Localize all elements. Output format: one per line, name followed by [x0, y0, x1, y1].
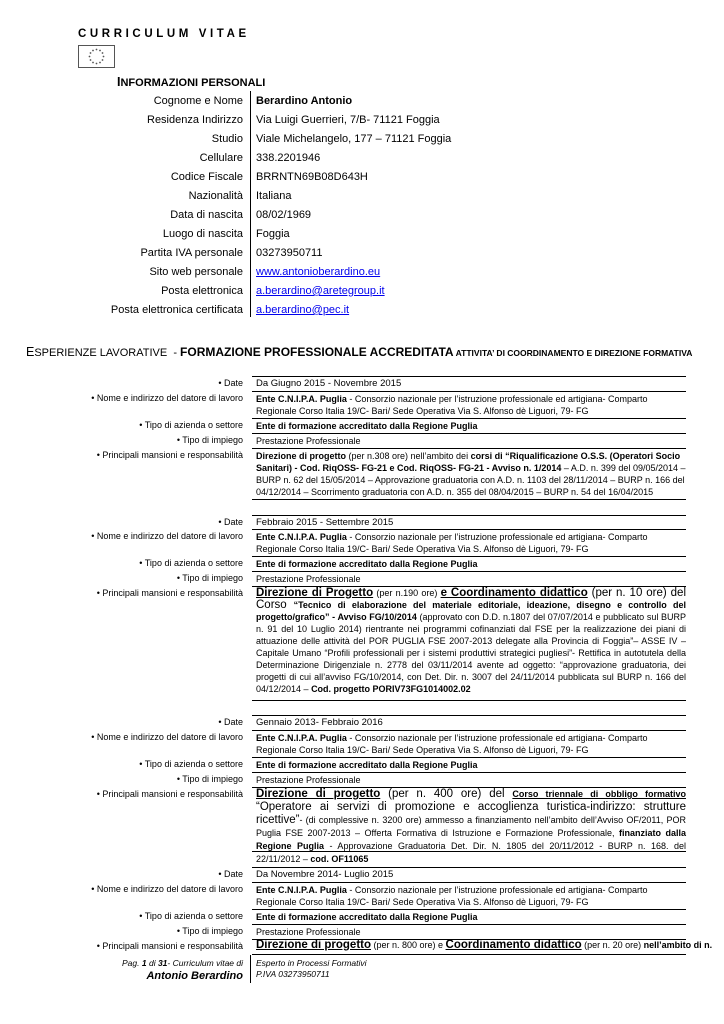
exp1-date: Da Giugno 2015 - Novembre 2015 — [256, 378, 402, 389]
info-row: Sito web personale www.antonioberardino.eu — [149, 266, 381, 278]
exp1-sector: Ente di formazione accreditato dalla Regione Puglia — [256, 421, 478, 431]
info-row: Nazionalità Italiana — [188, 190, 292, 202]
exp1-job-type: Prestazione Professionale — [256, 436, 361, 446]
label-sector: • Tipo di azienda o settore — [139, 911, 243, 921]
footer-role: Esperto in Processi Formativi — [256, 958, 367, 968]
divider — [252, 715, 686, 716]
label-job-type: • Tipo di impiego — [176, 774, 243, 784]
divider — [252, 924, 686, 925]
info-row: Luogo di nascita Foggia — [162, 228, 290, 240]
label-duties: • Principali mansioni e responsabilità — [96, 789, 243, 799]
label-date: • Date — [218, 378, 243, 388]
info-row: Residenza Indirizzo Via Luigi Guerrieri, 7/B- 71121 Foggia — [147, 114, 440, 126]
exp4-sector: Ente di formazione accreditato dalla Regione Puglia — [256, 912, 478, 922]
divider — [252, 867, 686, 868]
exp2-duties: Direzione di Progetto (per n.190 ore) e Coordinamento didattico (per n. 10 ore) del Corso “Tecnico di elaborazione del materiale editoriale, ideazione, disegno e controllo del progetto/grafico” - Avviso FG/10/2014 (approvato con D.D. n.1807 del 07/07/2014 e pubblicato sul BURP n. 91 del 10 Luglio 2014) rientrante nei programmi cofinanziati dal FSE per la realizzazione dei piani di attuazione delle attività del POR PUGLIA FSE 2007-2013 delegate alla Provincia di Foggia”– ASSE IV – Capitale Umano “Profili professionali per i sistemi produttivi strategici pugliesi”- Rettifica in autotutela della Determinazione Dirigenziale n. 2778 del 03/11/2014 avente ad oggetto: “approvazione graduatoria, dei progetti di cui all’avviso FG/10/2014, con Det. Dir. n. 3007 del 24/11/2014 pubblicata sul BURP n. 166 del 04/12/2014 – Cod. progetto PORIV73FG1014002.02 — [256, 587, 687, 694]
experience-heading: ESPERIENZE LAVORATIVE - FORMAZIONE PROFESSIONALE ACCREDITATA ATTIVITA’ DI COORDINAMENTO E DIREZIONE FORMATIVA — [26, 345, 693, 359]
label-employer: • Nome e indirizzo del datore di lavoro — [91, 531, 243, 541]
label-job-type: • Tipo di impiego — [176, 573, 243, 583]
label-employer: • Nome e indirizzo del datore di lavoro — [91, 732, 243, 742]
label-sector: • Tipo di azienda o settore — [139, 420, 243, 430]
exp4-job-type: Prestazione Professionale — [256, 927, 361, 937]
info-row: Cognome e Nome Berardino Antonio — [153, 95, 353, 107]
exp3-sector: Ente di formazione accreditato dalla Regione Puglia — [256, 760, 478, 770]
label-duties: • Principali mansioni e responsabilità — [96, 450, 243, 460]
divider — [252, 433, 686, 434]
info-row: Cellulare 338.2201946 — [199, 152, 321, 164]
divider — [252, 851, 686, 852]
exp4-employer: Ente C.N.I.P.A. Puglia - Consorzio nazionale per l’istruzione professionale ed artigiana- Comparto Regionale Corso Italia 19/C- Bari/ Sede Operativa Via S. Alfonso dè Liguori, 79- FG — [256, 885, 648, 907]
label-date: • Date — [218, 717, 243, 727]
info-row: Posta elettronica a.berardino@aretegroup.it — [161, 285, 385, 297]
exp3-job-type: Prestazione Professionale — [256, 775, 361, 785]
label-sector: • Tipo di azienda o settore — [139, 759, 243, 769]
divider — [252, 515, 686, 516]
exp2-employer: Ente C.N.I.P.A. Puglia - Consorzio nazionale per l’istruzione professionale ed artigiana- Comparto Regionale Corso Italia 19/C- Bari/ Sede Operativa Via S. Alfonso dè Liguori, 79- FG — [256, 532, 648, 554]
divider — [252, 391, 686, 392]
info-row: Studio Viale Michelangelo, 177 – 71121 Foggia — [211, 133, 452, 145]
label-employer: • Nome e indirizzo del datore di lavoro — [91, 884, 243, 894]
footer-vat: P.IVA 03273950711 — [256, 969, 330, 979]
divider — [252, 376, 686, 377]
email-link[interactable]: a.berardino@aretegroup.it — [256, 285, 385, 297]
footer-page-info: Pag. 1 di 31- Curriculum vitae di — [122, 958, 243, 968]
exp2-date: Febbraio 2015 - Settembre 2015 — [256, 517, 394, 528]
info-row: Partita IVA personale 03273950711 — [140, 247, 323, 259]
divider — [252, 556, 686, 557]
exp2-job-type: Prestazione Professionale — [256, 574, 361, 584]
footer-name: Antonio Berardino — [146, 970, 243, 982]
exp3-employer: Ente C.N.I.P.A. Puglia - Consorzio nazionale per l’istruzione professionale ed artigiana- Comparto Regionale Corso Italia 19/C- Bari/ Sede Operativa Via S. Alfonso dè Liguori, 79- FG — [256, 733, 648, 755]
exp1-duties: Direzione di progetto (per n.308 ore) nell’ambito dei corsi di “Riqualificazione O.S.S. (Operatori Socio Sanitari) - Cod. RiqOSS- FG-21 e Cod. RiqOSS- FG-21 - Avviso n. 1/2014 – A.D. n. 399 del 09/05/2014 – BURP n. 62 del 15/05/2014 – Approvazione graduatoria con A.D. n. 1103 del 28/11/2014 – BURP n. 166 del 04/12/2014 – Scorrimento graduatoria con A.D. n. 355 del 08/04/2015 – BURP n. 54 del 16/04/2015 — [256, 451, 686, 497]
divider — [252, 909, 686, 910]
footer-divider — [250, 955, 251, 983]
eu-flag-icon — [78, 45, 115, 68]
label-job-type: • Tipo di impiego — [176, 435, 243, 445]
info-row: Posta elettronica certificata a.berardino@pec.it — [110, 304, 350, 316]
pec-email-link[interactable]: a.berardino@pec.it — [256, 304, 350, 316]
label-date: • Date — [218, 869, 243, 879]
divider — [252, 954, 686, 955]
divider — [252, 757, 686, 758]
exp2-sector: Ente di formazione accreditato dalla Regione Puglia — [256, 559, 478, 569]
label-duties: • Principali mansioni e responsabilità — [96, 588, 243, 598]
divider — [252, 882, 686, 883]
label-sector: • Tipo di azienda o settore — [139, 558, 243, 568]
info-row: Codice Fiscale BRRNTN69B08D643H — [170, 171, 368, 183]
exp3-duties: Direzione di progetto (per n. 400 ore) del Corso triennale di obbligo formativo “Operatore ai servizi di promozione e accoglienza turistica-indirizzo: strutture ricettive”- (di complessive n. 3200 ore) ammesso a finanziamento nell’ambito dell’Avviso OF/2011, POR Puglia FSE 2007-2013 – Offerta Formativa di Istruzione e Formazione Professionale, finanziato dalla Regione Puglia - Approvazione Graduatoria Det. Dir. N. 1805 del 20/11/2012 - BURP n. 168. del 22/11/2012 – cod. OF11065 — [256, 788, 686, 864]
label-job-type: • Tipo di impiego — [176, 926, 243, 936]
label-date: • Date — [218, 517, 243, 527]
cv-title: CURRICULUM VITAE — [78, 28, 250, 40]
divider — [252, 529, 686, 530]
divider — [252, 700, 686, 701]
divider — [252, 448, 686, 449]
divider — [252, 418, 686, 419]
label-duties: • Principali mansioni e responsabilità — [96, 941, 243, 951]
label-employer: • Nome e indirizzo del datore di lavoro — [91, 393, 243, 403]
exp1-employer: Ente C.N.I.P.A. Puglia - Consorzio nazionale per l’istruzione professionale ed artigiana- Comparto Regionale Corso Italia 19/C- Bari/ Sede Operativa Via S. Alfonso dè Liguori, 79- FG — [256, 394, 648, 416]
exp4-date: Da Novembre 2014- Luglio 2015 — [256, 869, 394, 880]
personal-info-heading: INFORMAZIONI PERSONALI — [117, 75, 266, 89]
info-row: Data di nascita 08/02/1969 — [170, 209, 312, 221]
exp4-duties: Direzione di progetto (per n. 800 ore) e Coordinamento didattico (per n. 20 ore) nell’ambito di n. — [256, 939, 713, 951]
divider — [252, 499, 686, 500]
exp3-date: Gennaio 2013- Febbraio 2016 — [256, 717, 383, 728]
divider — [252, 772, 686, 773]
website-link[interactable]: www.antonioberardino.eu — [256, 266, 381, 278]
divider — [252, 571, 686, 572]
divider — [252, 730, 686, 731]
